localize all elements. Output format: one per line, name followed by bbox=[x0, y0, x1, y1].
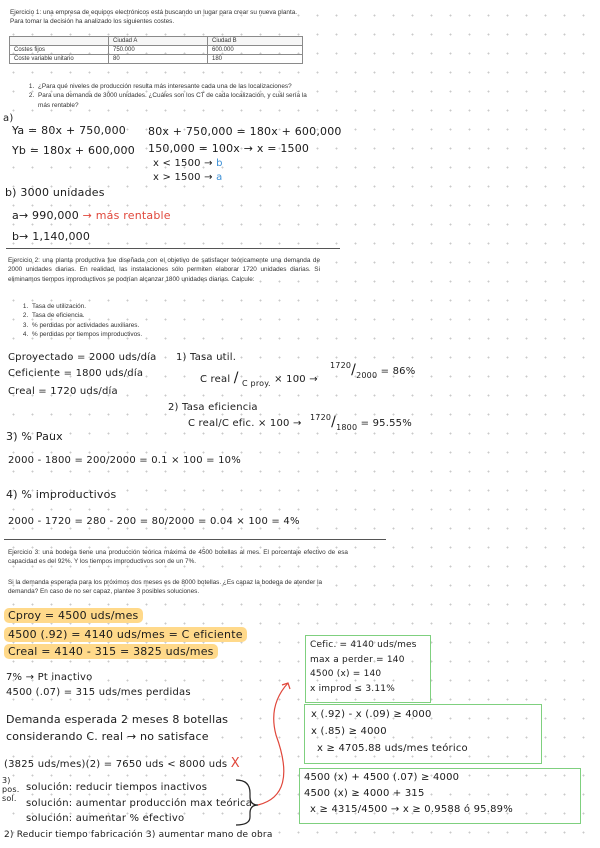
question-item: 2. Para una demanda de 3000 unidades. ¿Cuáles son los CT de cada localización, y cuál sería la más rentable? bbox=[36, 91, 312, 110]
hw2-util-res: = 86% bbox=[380, 366, 416, 377]
hw3-perdidas: 4500 (.07) = 315 uds/mes perdidas bbox=[6, 687, 191, 698]
hw2-util-fnum: 1720 bbox=[330, 361, 352, 370]
hw-b-label: b) 3000 unidades bbox=[5, 186, 105, 199]
table-header bbox=[10, 37, 109, 46]
table-cell: Coste variable unitario bbox=[10, 55, 109, 64]
box2-line: x ≥ 4705.88 uds/mes teórico bbox=[317, 743, 468, 754]
hw3-demanda-3-text: (3825 uds/mes)(2) = 7650 uds < 8000 uds bbox=[4, 759, 228, 770]
solution-box-1 bbox=[305, 635, 431, 703]
ex2-intro: Ejercicio 2: una planta productiva fue diseñada con el objetivo de satisfacer teóricamente una demanda de 2000 unidades diarias. En realidad, las instalaciones sólo permiten elaborar 1720 unidades diarias. Si eliminamos tiempos improductivos se podrían alcanzar 1800 unidades diarias. Calcule: bbox=[8, 257, 320, 283]
box2-line: x (.92) - x (.09) ≥ 4000 bbox=[311, 709, 432, 720]
hw-eq2: 150,000 = 100x → x = 1500 bbox=[148, 142, 310, 155]
hw2-util-result: $^{1720}/_{2000} = 86\%$ bbox=[330, 361, 416, 380]
hw-a-value-text: a→ 990,000 bbox=[12, 209, 79, 222]
ex2-item: 1. Tasa de utilización. bbox=[30, 302, 266, 311]
box1-line: max a perder = 140 bbox=[310, 655, 405, 665]
hw2-util-fden: 2000 bbox=[356, 371, 378, 380]
table-cell: 600.000 bbox=[208, 46, 303, 55]
ex1-intro: Ejercicio 1: una empresa de equipos electrónicos está buscando un lugar para crear su nueva planta. Para tomar la decisión ha analizado los siguientes costes. bbox=[10, 9, 298, 26]
hw-eq1: 80x + 750,000 = 180x + 600,000 bbox=[148, 125, 342, 138]
box1-line: 4500 (x) = 140 bbox=[310, 669, 382, 679]
hw2-efic-result: $^{1720}/_{1800} = 95.55\%$ bbox=[310, 413, 412, 432]
hw3-bottom: 2) Reducir tiempo fabricación 3) aumentar mano de obra bbox=[4, 830, 273, 840]
hw-cond2-result: a bbox=[216, 172, 223, 183]
hw-a-note: → más rentable bbox=[82, 209, 171, 222]
hw3-cproy bbox=[4, 609, 143, 622]
hw3-cproy-text: Cproy = 4500 uds/mes bbox=[4, 608, 143, 623]
table-header: Ciudad A bbox=[109, 37, 208, 46]
hw-cond1-result: b bbox=[216, 158, 223, 169]
hw-a-label: a) bbox=[3, 113, 14, 124]
ex3-intro-2: Si la demanda esperada para los próximos dos meses es de 8000 botellas. ¿Es capaz la bodega de atender la demanda? En caso de no ser capaz, plantee 3 posibles soluciones. bbox=[8, 579, 323, 596]
hw2-imp-label: 4) % improductivos bbox=[6, 488, 117, 501]
hw-cond1-text: x < 1500 → bbox=[153, 158, 213, 169]
ex3-intro-1: Ejercicio 3: una bodega tiene una producción teórica máxima de 4500 botellas al mes. El porcentaje efectivo de esa capacidad es del 92%. Y los tiempos improductivos son de un 7%. bbox=[8, 549, 348, 566]
hw-ya: Ya = 80x + 750,000 bbox=[12, 124, 126, 137]
costs-table bbox=[9, 36, 303, 64]
hw2-util-num: C real bbox=[200, 374, 231, 385]
table-cell: 180 bbox=[208, 55, 303, 64]
hw3-creal bbox=[4, 645, 218, 658]
hw3-sol-2: solución: aumentar producción max teórica bbox=[26, 798, 253, 809]
box3-line: 4500 (x) ≥ 4000 + 315 bbox=[304, 788, 425, 799]
hw2-efic-expr: C real/C efic. × 100 → bbox=[188, 418, 302, 429]
hw3-cefic-text: 4500 (.92) = 4140 uds/mes = C eficiente bbox=[4, 627, 247, 642]
ex2-items bbox=[16, 302, 266, 339]
ex1-questions bbox=[22, 82, 312, 110]
hw3-sol-1: solución: reducir tiempos inactivos bbox=[26, 782, 208, 793]
ex2-item: 4. % perdidas por tiempos improductivos. bbox=[30, 330, 266, 339]
brace-arrow bbox=[228, 675, 308, 835]
hw2-imp-calc: 2000 - 1720 = 280 - 200 = 80/2000 = 0.04 × 100 = 4% bbox=[8, 516, 300, 527]
hw-cond1 bbox=[153, 158, 223, 169]
hw2-util-den: C proy. bbox=[242, 379, 271, 388]
section-divider bbox=[6, 248, 340, 249]
hw3-x-mark: X bbox=[230, 756, 240, 771]
box3-line: 4500 (x) + 4500 (.07) ≥ 4000 bbox=[304, 772, 460, 783]
box3-line: x ≥ 4315/4500 → x ≥ 0.9588 ó 95.89% bbox=[310, 804, 513, 815]
solution-box-2 bbox=[304, 704, 542, 764]
hw2-util-label: 1) Tasa util. bbox=[176, 352, 237, 363]
hw2-efic-fnum: 1720 bbox=[310, 413, 332, 422]
hw-b-value: b→ 1,140,000 bbox=[12, 230, 91, 243]
ex2-item: 3. % perdidas por actividades auxiliares. bbox=[30, 321, 266, 330]
hw3-cefic bbox=[4, 628, 247, 641]
hw2-efic-fden: 1800 bbox=[336, 423, 358, 432]
ex2-item: 2. Tasa de eficiencia. bbox=[30, 311, 266, 320]
hw3-pinact: 7% → Pt inactivo bbox=[6, 672, 93, 683]
hw2-aux-calc: 2000 - 1800 = 200/2000 = 0.1 × 100 = 10% bbox=[8, 455, 241, 466]
hw3-sol-3: solución: aumentar % efectivo bbox=[26, 813, 185, 824]
hw3-demanda-2: considerando C. real → no satisface bbox=[6, 730, 209, 743]
solution-box-3 bbox=[299, 768, 581, 824]
table-cell: 80 bbox=[109, 55, 208, 64]
table-cell: 750.000 bbox=[109, 46, 208, 55]
hw2-efic-label: 2) Tasa eficiencia bbox=[168, 402, 258, 413]
question-item: 1. ¿Para qué niveles de producción resulta más interesante cada una de las localizaciones? bbox=[36, 82, 312, 91]
hw3-sol-title: 3) pos. sol. bbox=[2, 776, 20, 803]
table-cell: Costes fijos bbox=[10, 46, 109, 55]
hw3-demanda-1: Demanda esperada 2 meses 8 botellas bbox=[6, 713, 229, 726]
hw-cond2-text: x > 1500 → bbox=[153, 172, 213, 183]
table-header: Ciudad B bbox=[208, 37, 303, 46]
hw3-creal-text: Creal = 4140 - 315 = 3825 uds/mes bbox=[4, 644, 218, 659]
hw2-creal: Creal = 1720 uds/día bbox=[8, 386, 118, 397]
box1-line: x improd ≤ 3.11% bbox=[310, 684, 395, 694]
hw2-cproy: Cproyectado = 2000 uds/día bbox=[8, 352, 157, 363]
hw-cond2 bbox=[153, 172, 222, 183]
hw2-util-mid: × 100 → bbox=[274, 374, 318, 385]
box1-line: Cefic. = 4140 uds/mes bbox=[310, 640, 417, 650]
hw2-efic-res: = 95.55% bbox=[360, 418, 412, 429]
box2-line: x (.85) ≥ 4000 bbox=[311, 726, 387, 737]
hw2-aux-label: 3) % Paux bbox=[6, 430, 63, 443]
hw2-cefic: Ceficiente = 1800 uds/día bbox=[8, 368, 144, 379]
hw2-util-expr: C real / $_{C proy.}$ × 100 → bbox=[200, 370, 318, 388]
hw3-demanda-3 bbox=[4, 756, 240, 771]
hw-yb: Yb = 180x + 600,000 bbox=[12, 144, 135, 157]
section-divider bbox=[4, 539, 386, 540]
hw-a-value bbox=[12, 209, 171, 222]
